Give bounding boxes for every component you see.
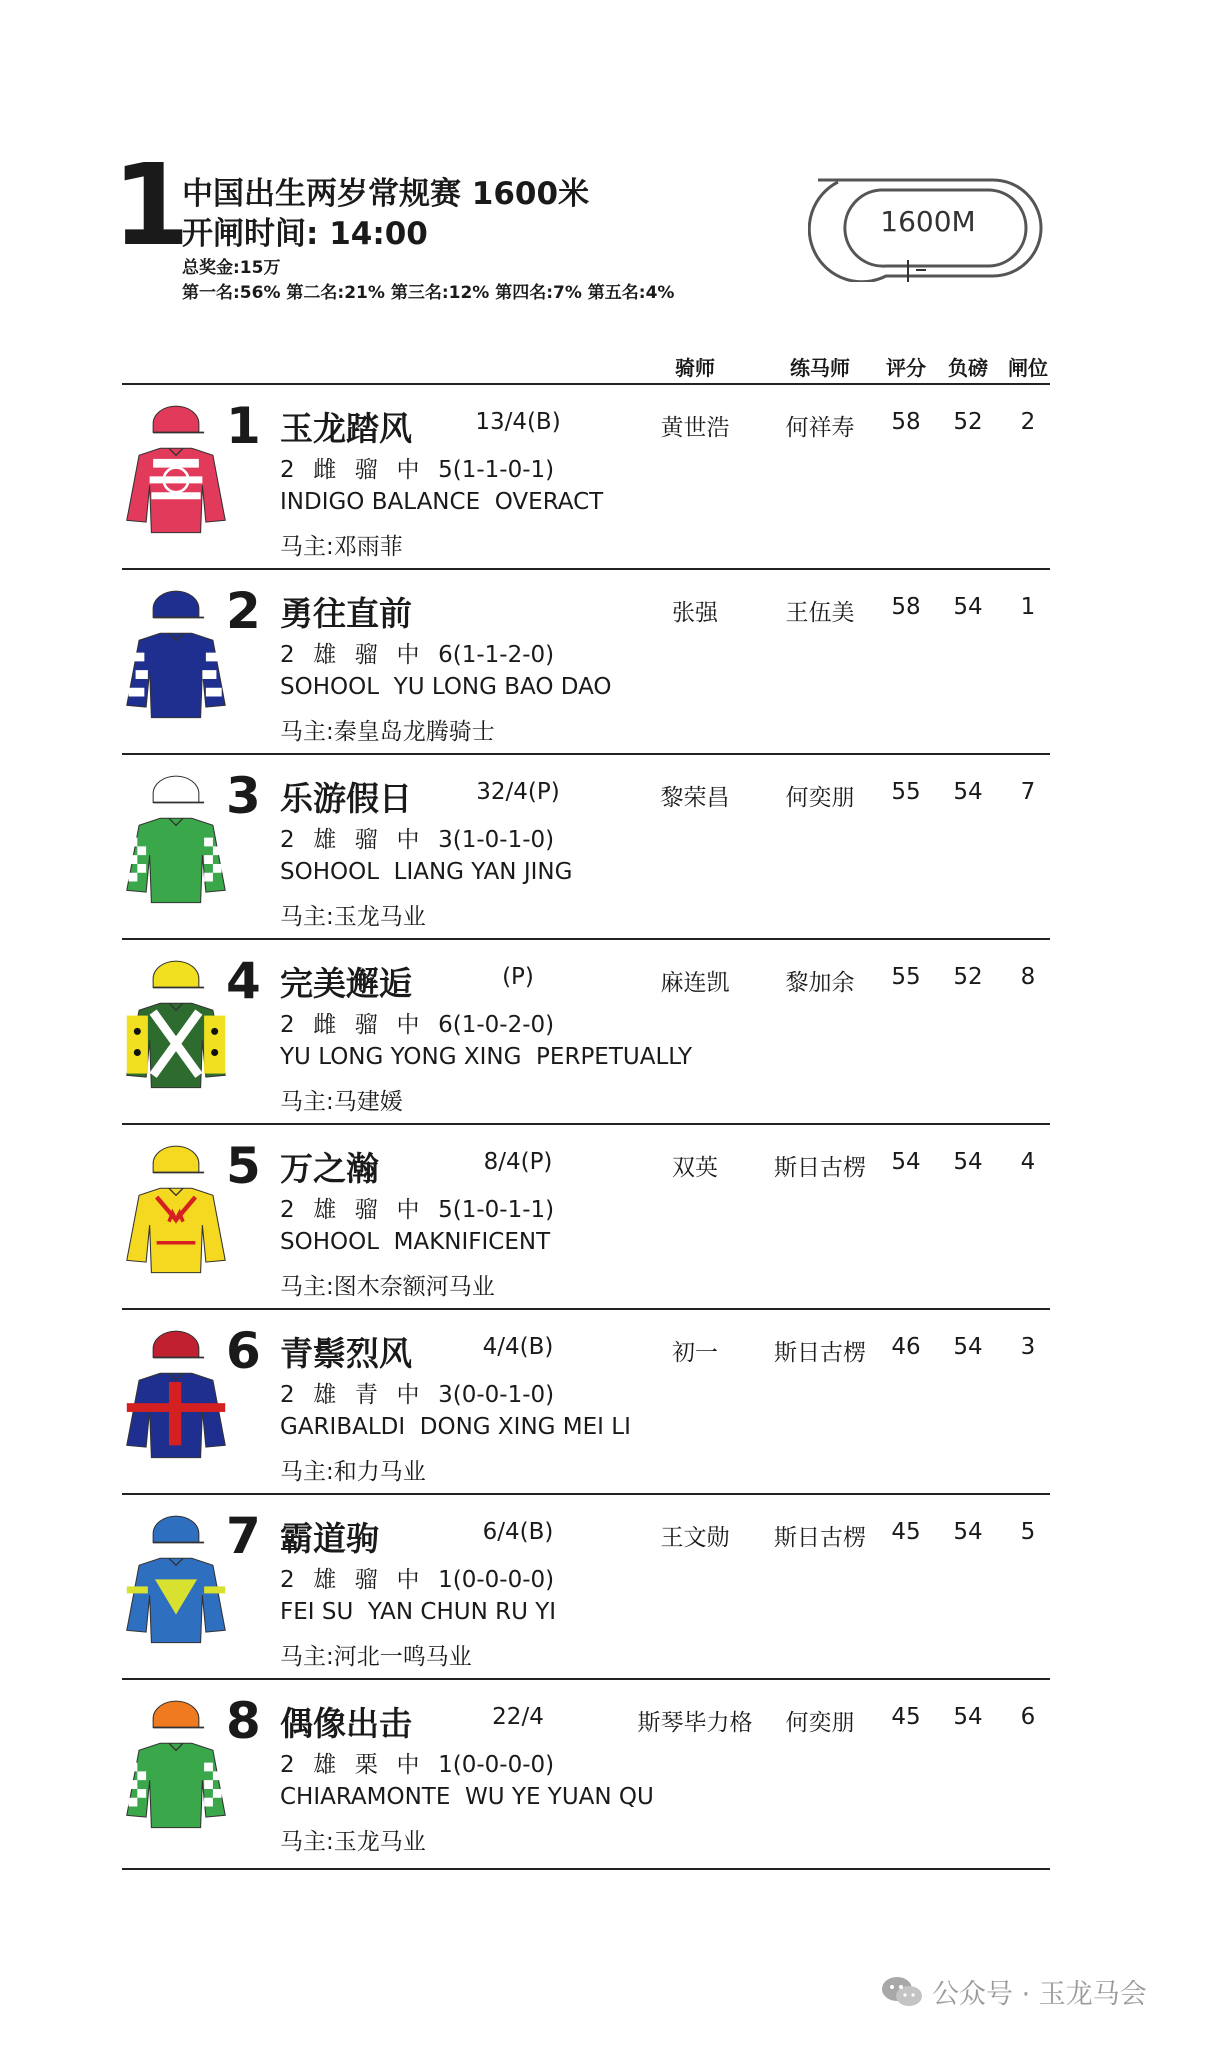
draw-value: 1 (1020, 594, 1036, 620)
horse-owner: 马主:河北一鸣马业 (280, 1644, 472, 1670)
horse-name: 青鬃烈风 (280, 1334, 412, 1373)
rating-value: 46 (891, 1334, 921, 1360)
horse-owner: 马主:玉龙马业 (280, 904, 426, 930)
horse-pedigree: INDIGO BALANCE OVERACT (280, 489, 604, 515)
horse-info: 2 雄 骝 中 3(1-0-1-0) (280, 827, 555, 853)
horse-number: 8 (226, 1692, 261, 1750)
jockey-name: 黄世浩 (660, 415, 730, 441)
runner-row (0, 938, 1224, 1124)
jockey-silks-icon (118, 767, 234, 917)
draw-value: 5 (1020, 1519, 1036, 1545)
jockey-name: 王文勋 (660, 1525, 730, 1551)
horse-info: 2 雌 骝 中 6(1-0-2-0) (280, 1012, 555, 1038)
rating-value: 58 (891, 594, 921, 620)
track-distance-label: 1600M (880, 205, 976, 238)
horse-pedigree: YU LONG YONG XING PERPETUALLY (280, 1044, 693, 1070)
horse-owner: 马主:和力马业 (280, 1459, 426, 1485)
horse-name: 乐游假日 (280, 779, 412, 818)
horse-owner: 马主:秦皇岛龙腾骑士 (280, 719, 495, 745)
horse-number: 3 (226, 767, 261, 825)
horse-pedigree: FEI SU YAN CHUN RU YI (280, 1599, 557, 1625)
runner-row (0, 1123, 1224, 1309)
draw-value: 6 (1020, 1704, 1036, 1730)
horse-name: 勇往直前 (280, 594, 412, 633)
jockey-silks-icon (118, 952, 234, 1102)
race-prize-split: 第一名:56% 第二名:21% 第三名:12% 第四名:7% 第五名:4% (182, 283, 675, 303)
rating-value: 58 (891, 409, 921, 435)
rating-value: 45 (891, 1704, 921, 1730)
draw-value: 4 (1020, 1149, 1036, 1175)
jockey-name: 张强 (672, 600, 718, 626)
jockey-silks-icon (118, 397, 234, 547)
horse-owner: 马主:马建媛 (280, 1089, 403, 1115)
odds: (P) (502, 964, 534, 990)
watermark-text: 公众号 · 玉龙马会 (932, 1979, 1147, 2010)
race-start-time: 开闸时间: 14:00 (182, 216, 428, 252)
trainer-name: 何奕朋 (785, 785, 855, 811)
row-divider (122, 568, 1050, 570)
weight-value: 52 (953, 409, 983, 435)
odds: 6/4(B) (482, 1519, 554, 1545)
horse-info: 2 雌 骝 中 5(1-1-0-1) (280, 457, 555, 483)
horse-owner: 马主:玉龙马业 (280, 1829, 426, 1855)
horse-number: 1 (226, 397, 261, 455)
trainer-name: 斯日古楞 (774, 1155, 866, 1181)
horse-info: 2 雄 骝 中 6(1-1-2-0) (280, 642, 555, 668)
jockey-name: 双英 (672, 1155, 718, 1181)
column-draw: 闸位 (1008, 356, 1048, 380)
horse-info: 2 雄 栗 中 1(0-0-0-0) (280, 1752, 555, 1778)
horse-info: 2 雄 骝 中 1(0-0-0-0) (280, 1567, 555, 1593)
horse-name: 万之瀚 (280, 1149, 379, 1188)
column-jockey: 骑师 (675, 356, 715, 380)
rating-value: 54 (891, 1149, 921, 1175)
row-divider (122, 753, 1050, 755)
horse-owner: 马主:邓雨菲 (280, 534, 403, 560)
row-divider (122, 938, 1050, 940)
wechat-icon (880, 1974, 924, 2010)
weight-value: 52 (953, 964, 983, 990)
horse-name: 霸道驹 (280, 1519, 379, 1558)
horse-pedigree: GARIBALDI DONG XING MEI LI (280, 1414, 631, 1440)
column-rating: 评分 (886, 356, 926, 380)
odds: 13/4(B) (475, 409, 561, 435)
race-prize: 总奖金:15万 (182, 258, 281, 278)
draw-value: 8 (1020, 964, 1036, 990)
horse-number: 7 (226, 1507, 261, 1565)
jockey-silks-icon (118, 1137, 234, 1287)
runner-row (0, 1308, 1224, 1494)
column-trainer: 练马师 (790, 356, 850, 380)
jockey-silks-icon (118, 1507, 234, 1657)
table-bottom-divider (122, 1868, 1050, 1870)
watermark (880, 1972, 1147, 2011)
odds: 22/4 (492, 1704, 544, 1730)
jockey-silks-icon (118, 1692, 234, 1842)
rating-value: 55 (891, 964, 921, 990)
draw-value: 3 (1020, 1334, 1036, 1360)
row-divider (122, 1308, 1050, 1310)
jockey-name: 斯琴毕力格 (637, 1710, 753, 1736)
race-number: 1 (112, 141, 186, 271)
weight-value: 54 (953, 1149, 983, 1175)
trainer-name: 黎加余 (785, 970, 855, 996)
rating-value: 45 (891, 1519, 921, 1545)
odds: 32/4(P) (476, 779, 560, 805)
weight-value: 54 (953, 1519, 983, 1545)
runner-row (0, 383, 1224, 569)
jockey-silks-icon (118, 582, 234, 732)
horse-number: 6 (226, 1322, 261, 1380)
trainer-name: 何奕朋 (785, 1710, 855, 1736)
race-title: 中国出生两岁常规赛 1600米 (182, 176, 590, 212)
runner-row (0, 568, 1224, 754)
odds: 4/4(B) (482, 1334, 554, 1360)
weight-value: 54 (953, 779, 983, 805)
odds: 8/4(P) (483, 1149, 553, 1175)
rating-value: 55 (891, 779, 921, 805)
row-divider (122, 1123, 1050, 1125)
horse-number: 4 (226, 952, 261, 1010)
runner-row (0, 1493, 1224, 1679)
trainer-name: 何祥寿 (785, 415, 855, 441)
horse-info: 2 雄 青 中 3(0-0-1-0) (280, 1382, 555, 1408)
horse-name: 完美邂逅 (280, 964, 412, 1003)
horse-owner: 马主:图木奈额河马业 (280, 1274, 495, 1300)
row-divider (122, 1678, 1050, 1680)
horse-number: 5 (226, 1137, 261, 1195)
draw-value: 2 (1020, 409, 1036, 435)
trainer-name: 斯日古楞 (774, 1340, 866, 1366)
jockey-name: 初一 (672, 1340, 718, 1366)
row-divider (122, 383, 1050, 385)
column-weight: 负磅 (948, 356, 988, 380)
jockey-name: 黎荣昌 (660, 785, 730, 811)
horse-pedigree: SOHOOL YU LONG BAO DAO (280, 674, 612, 700)
draw-value: 7 (1020, 779, 1036, 805)
horse-pedigree: SOHOOL MAKNIFICENT (280, 1229, 551, 1255)
trainer-name: 王伍美 (785, 600, 855, 626)
horse-pedigree: CHIARAMONTE WU YE YUAN QU (280, 1784, 654, 1810)
horse-name: 玉龙踏风 (280, 409, 412, 448)
runner-row (0, 753, 1224, 939)
horse-pedigree: SOHOOL LIANG YAN JING (280, 859, 573, 885)
weight-value: 54 (953, 594, 983, 620)
weight-value: 54 (953, 1704, 983, 1730)
row-divider (122, 1493, 1050, 1495)
weight-value: 54 (953, 1334, 983, 1360)
horse-info: 2 雄 骝 中 5(1-0-1-1) (280, 1197, 555, 1223)
trainer-name: 斯日古楞 (774, 1525, 866, 1551)
jockey-silks-icon (118, 1322, 234, 1472)
horse-name: 偶像出击 (280, 1704, 412, 1743)
horse-number: 2 (226, 582, 261, 640)
jockey-name: 麻连凯 (660, 970, 730, 996)
runner-row (0, 1678, 1224, 1864)
